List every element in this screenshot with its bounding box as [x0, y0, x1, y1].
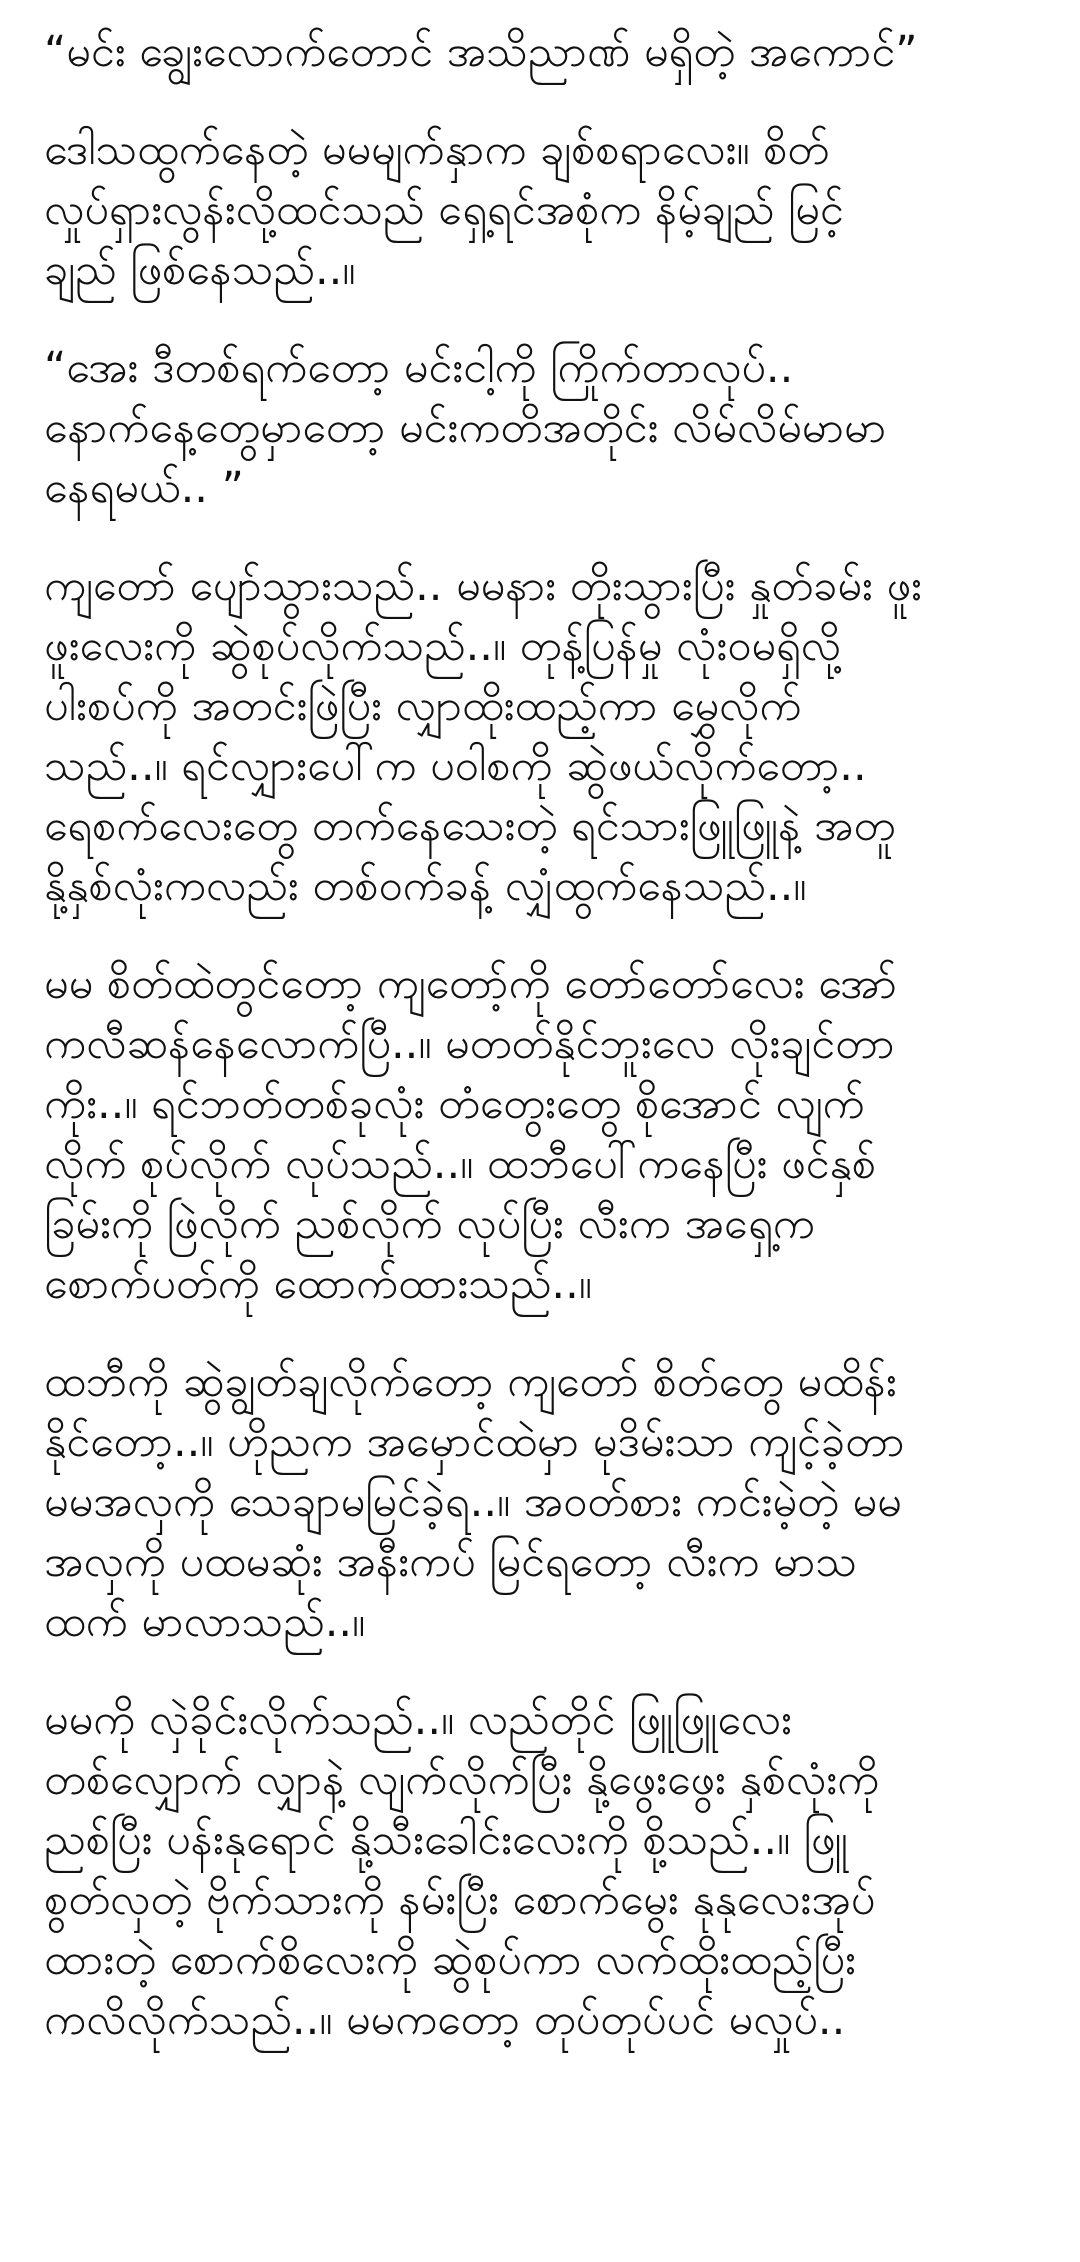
story-paragraph: မမ စိတ်ထဲတွင်တော့ ကျတော့်ကို တော်တော်လေး အော် ကလီဆန်နေလောက်ပြီ..။ မတတ်နိုင်ဘူးလေ လိုးချင်တာ ကိုး..။ ရင်ဘတ်တစ်ခုလုံး တံတွေးတွေ စိုအောင် လျက် လိုက် စုပ်လိုက် လုပ်သည်..။ ထဘီပေါ်ကနေပြီး ဖင်နှစ် ခြမ်းကို ဖြဲလိုက် ညစ်လိုက် လုပ်ပြီး လီးက အရှေ့က စောက်ပတ်ကို ထောက်ထားသည်..။ [44, 959, 898, 1309]
story-paragraph: “အေး ဒီတစ်ရက်တော့ မင်းငါ့ကို ကြိုက်တာလုပ်.. နောက်နေ့တွေမှာတော့ မင်းကတိအတိုင်း လိမ်လိမ်မာမာ နေရမယ်.. ” [44, 343, 887, 513]
story-paragraph: ထဘီကို ဆွဲချွတ်ချလိုက်တော့ ကျတော် စိတ်တွေ မထိန်း နိုင်တော့..။ ဟိုညက အမှောင်ထဲမှာ မုဒိမ်းသာ ကျင့်ခဲ့တာ မမအလှကို သေချာမမြင်ခဲ့ရ..။ အဝတ်စား ကင်းမဲ့တဲ့ မမ အလှကို ပထမဆုံး အနီးကပ် မြင်ရတော့ လီးက မာသ ထက် မာလာသည်..။ [44, 1357, 905, 1647]
story-paragraph: ဒေါသထွက်နေတဲ့ မမမျက်နှာက ချစ်စရာလေး။ စိတ် လှုပ်ရှားလွန်းလို့ထင်သည် ရှေ့ရင်အစုံက နိမ့်ချည် မြင့် ချည် ဖြစ်နေသည်..။ [44, 125, 844, 295]
story-paragraph: “မင်း ချွေးလောက်တောင် အသိညာဏ် မရှိတဲ့ အကောင်” [44, 27, 918, 77]
story-paragraph: မမကို လှဲခိုင်းလိုက်သည်..။ လည်တိုင် ဖြူဖြူလေး တစ်လျှောက် လျှာနဲ့ လျက်လိုက်ပြီး နို့ဖွေးဖွေး နှစ်လုံးကို ညစ်ပြီး ပန်းနုရောင် နို့သီးခေါင်းလေးကို စို့သည်..။ ဖြူ စွတ်လှတဲ့ ဗိုက်သားကို နမ်းပြီး စောက်မွေး နုနုလေးအုပ် ထားတဲ့ စောက်စိလေးကို ဆွဲစုပ်ကာ လက်ထိုးထည့်ပြီး ကလိလိုက်သည်..။ မမကတော့ တုပ်တုပ်ပင် မလှုပ်.. [44, 1695, 880, 2045]
story-paragraph: ကျတော် ပျော်သွားသည်.. မမနား တိုးသွားပြီး နှုတ်ခမ်း ဖူး ဖူးလေးကို ဆွဲစုပ်လိုက်သည်..။ တုန့်ပြန်မှု လုံးဝမရှိလို့ ပါးစပ်ကို အတင်းဖြဲပြီး လျှာထိုးထည့်ကာ မွှေလိုက် သည်..။ ရင်လျှားပေါ်က ပဝါစကို ဆွဲဖယ်လိုက်တော့.. ရေစက်လေးတွေ တက်နေသေးတဲ့ ရင်သားဖြူဖြူနဲ့ အတူ နို့နှစ်လုံးကလည်း တစ်ဝက်ခန့် လျှံထွက်နေသည်..။ [44, 561, 922, 911]
